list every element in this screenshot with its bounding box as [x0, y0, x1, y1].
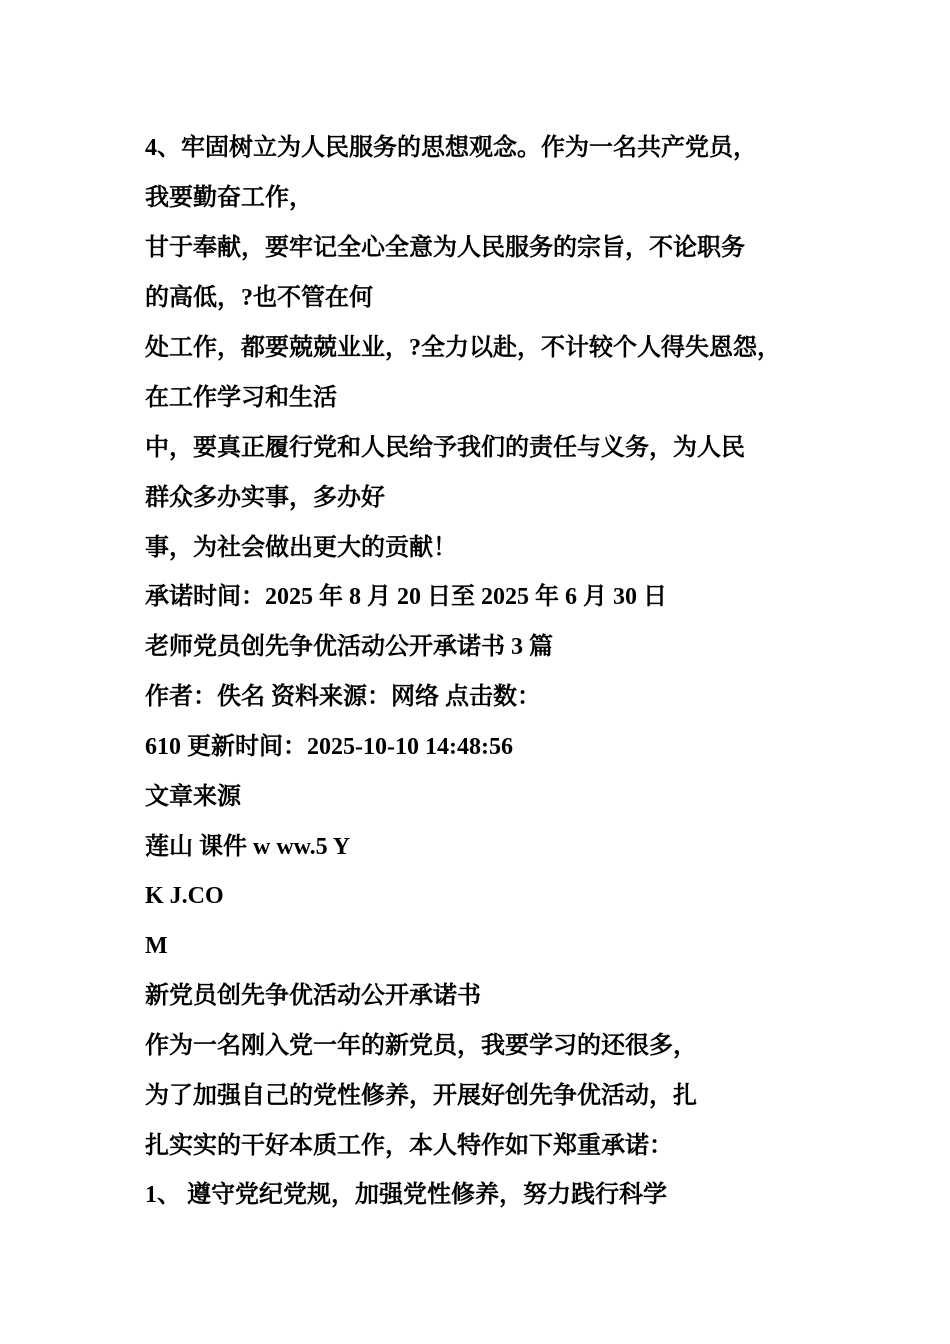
- text-line: 老师党员创先争优活动公开承诺书 3 篇: [145, 634, 553, 660]
- text-line: 文章来源: [145, 784, 241, 810]
- text-line: 甘于奉献，要牢记全心全意为人民服务的宗旨，不论职务: [145, 235, 745, 261]
- text-line: 作者：佚名 资料来源：网络 点击数：: [145, 684, 541, 710]
- text-line: 为了加强自己的党性修养，开展好创先争优活动，扎: [145, 1083, 697, 1109]
- text-line: 我要勤奋工作，: [145, 185, 313, 211]
- text-line: 1、 遵守党纪党规，加强党性修养，努力践行科学: [145, 1182, 667, 1208]
- text-line: 处工作，都要兢兢业业，?全力以赴，不计较个人得失恩怨，: [145, 335, 781, 361]
- text-line: 610 更新时间：2025-10-10 14:48:56: [145, 734, 513, 760]
- text-line: 在工作学习和生活: [145, 385, 337, 411]
- text-line: 事，为社会做出更大的贡献！: [145, 535, 457, 561]
- text-line: 新党员创先争优活动公开承诺书: [145, 983, 481, 1009]
- text-line: K J.CO: [145, 883, 224, 909]
- text-line: 的高低，?也不管在何: [145, 285, 373, 311]
- text-line: 扎实实的干好本质工作，本人特作如下郑重承诺：: [145, 1133, 673, 1159]
- text-line: 4、牢固树立为人民服务的思想观念。作为一名共产党员，: [145, 135, 757, 161]
- text-line: 中，要真正履行党和人民给予我们的责任与义务，为人民: [145, 435, 745, 461]
- text-line: 莲山 课件 w ww.5 Y: [145, 834, 351, 860]
- text-line: 作为一名刚入党一年的新党员，我要学习的还很多，: [145, 1033, 697, 1059]
- text-line: 承诺时间：2025 年 8 月 20 日至 2025 年 6 月 30 日: [145, 584, 667, 610]
- text-line: 群众多办实事，多办好: [145, 485, 385, 511]
- text-line: M: [145, 933, 168, 959]
